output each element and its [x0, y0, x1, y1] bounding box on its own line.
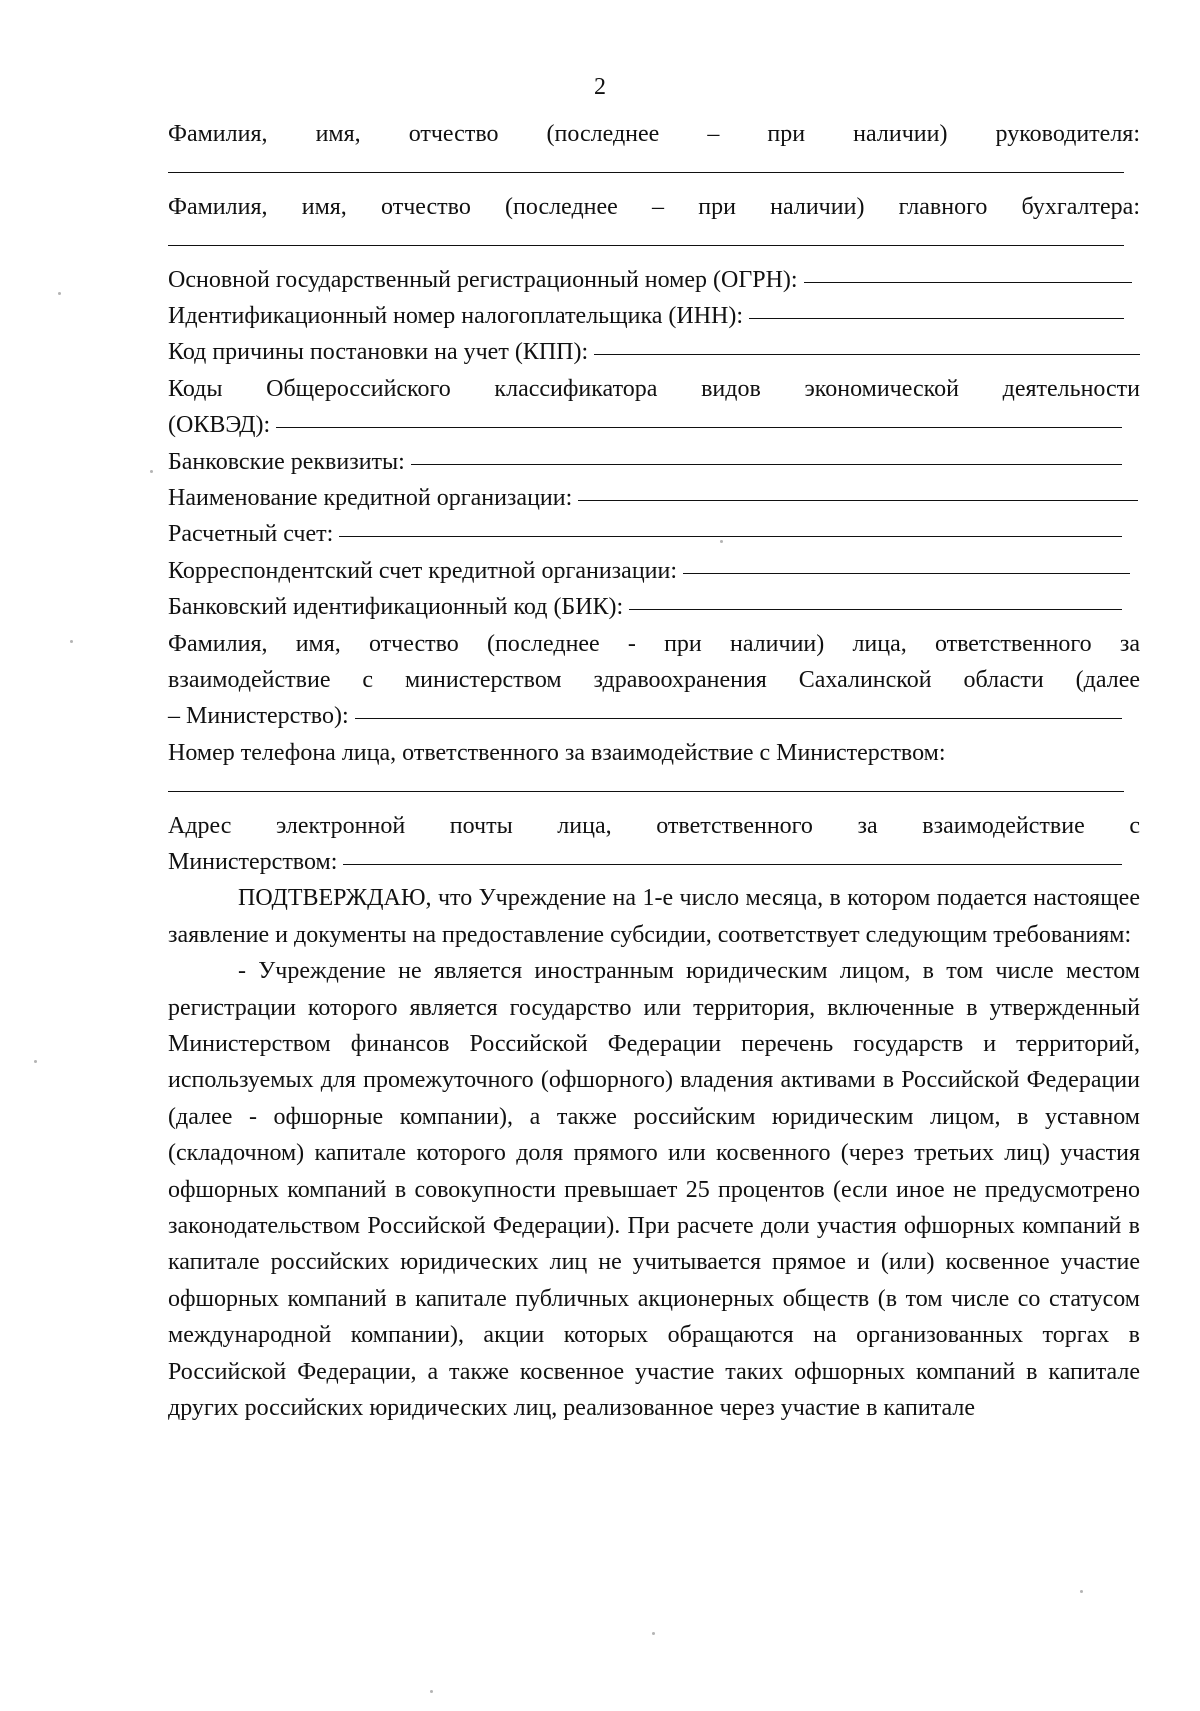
field-contact-phone: Номер телефона лица, ответственного за взаимодействие с Министерством:	[168, 739, 946, 766]
blank-bank-details	[411, 464, 1122, 465]
field-ogrn	[168, 262, 1140, 298]
field-contact-person-line2: взаимодействие с министерством здравоохранения Сахалинской области (далее	[168, 666, 1140, 693]
field-ogrn-label: Основной государственный регистрационный номер (ОГРН):	[168, 266, 798, 293]
field-contact-person	[168, 698, 1140, 734]
blank-line-contact-phone	[168, 771, 1140, 807]
field-settlement-account	[168, 516, 1140, 552]
blank-bik	[629, 609, 1122, 610]
blank-ogrn	[804, 282, 1132, 283]
scan-speck	[652, 1632, 655, 1635]
field-kpp	[168, 334, 1140, 370]
confirmation-paragraph: ПОДТВЕРЖДАЮ, что Учреждение на 1-е число месяца, в котором подается настоящее заявление и документы на предоставление субсидии, соответствует следующим требованиям:	[168, 885, 1140, 948]
field-corr-account	[168, 553, 1140, 589]
field-bik-label: Банковский идентификационный код (БИК):	[168, 594, 624, 621]
blank-kpp	[594, 354, 1140, 355]
scan-speck	[150, 470, 153, 473]
scan-speck	[70, 640, 73, 643]
field-okved-line1: Коды Общероссийского классификатора видов экономической деятельности	[168, 375, 1140, 402]
blank-bank-name	[578, 500, 1138, 501]
requirement-paragraph: - Учреждение не является иностранным юридическим лицом, в том числе местом регистрации которого является государство или территория, включенные в утвержденный Министерством финансов Российской Федерации перечень государств и территорий, используемых для промежуточного (офшорного) владения активами в Российской Федерации (далее - офшорные компании), а также российским юридическим лицом, в уставном (складочном) капитале которого доля прямого или косвенного (через третьих лиц) участия офшорных компаний в совокупности превышает 25 процентов (если иное не предусмотрено законодательством Российской Федерации). При расчете доли участия офшорных компаний в капитале российских юридических лиц не учитывается прямое и (или) косвенное участие офшорных компаний в капитале публичных акционерных обществ (в том числе со статусом международной компании), акции которых обращаются на организованных торгах в Российской Федерации, а также косвенное участие таких офшорных компаний в капитале других российских юридических лиц, реализованное через участие в капитале	[168, 958, 1140, 1421]
blank-line-chief-accountant	[168, 225, 1140, 261]
field-contact-person-label: – Министерство):	[168, 703, 349, 730]
page-number: 2	[594, 74, 606, 100]
field-bik	[168, 589, 1140, 625]
field-bank-name	[168, 480, 1140, 516]
field-bank-name-label: Наименование кредитной организации:	[168, 484, 573, 511]
blank-inn	[749, 318, 1124, 319]
blank-line-head-name	[168, 152, 1140, 188]
field-contact-email-line1: Адрес электронной почты лица, ответственного за взаимодействие с	[168, 812, 1140, 839]
scan-speck	[430, 1690, 433, 1693]
scan-speck	[34, 1060, 37, 1063]
field-bank-details-label: Банковские реквизиты:	[168, 448, 405, 475]
blank-okved	[276, 427, 1122, 428]
field-okved-label: (ОКВЭД):	[168, 412, 271, 439]
field-settlement-account-label: Расчетный счет:	[168, 521, 334, 548]
scan-speck	[720, 540, 723, 543]
field-bank-details	[168, 444, 1140, 480]
field-head-name: Фамилия, имя, отчество (последнее – при наличии) руководителя:	[168, 121, 1140, 147]
field-inn	[168, 298, 1140, 334]
blank-settlement-account	[339, 536, 1122, 537]
field-okved	[168, 407, 1140, 443]
blank-corr-account	[683, 573, 1130, 574]
form-body	[168, 116, 1140, 1426]
field-chief-accountant: Фамилия, имя, отчество (последнее – при наличии) главного бухгалтера:	[168, 193, 1140, 220]
field-kpp-label: Код причины постановки на учет (КПП):	[168, 339, 589, 366]
field-corr-account-label: Корреспондентский счет кредитной организации:	[168, 557, 678, 584]
scan-speck	[1080, 1590, 1083, 1593]
scan-speck	[58, 292, 61, 295]
blank-contact-person	[355, 718, 1122, 719]
field-inn-label: Идентификационный номер налогоплательщика (ИНН):	[168, 302, 744, 329]
field-contact-email-label: Министерством:	[168, 848, 338, 875]
field-contact-person-line1: Фамилия, имя, отчество (последнее - при наличии) лица, ответственного за	[168, 630, 1140, 657]
field-contact-email	[168, 844, 1140, 880]
blank-contact-email	[343, 864, 1122, 865]
